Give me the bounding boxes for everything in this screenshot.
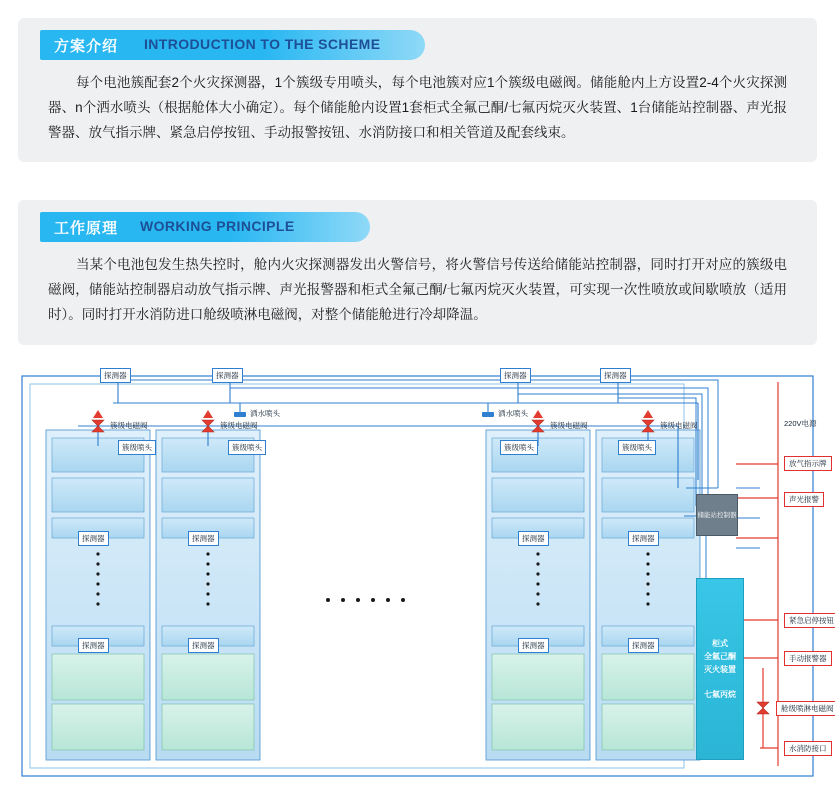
label-cluster-valve-3: 簇级电磁阀 xyxy=(550,421,588,430)
controller-label: 储能站控制器 xyxy=(697,511,737,519)
label-detector-low-4: 探测器 xyxy=(628,638,659,653)
label-detector-mid-2: 探测器 xyxy=(188,531,219,546)
section-title-cn: 工作原理 xyxy=(54,220,119,237)
label-cluster-valve-2: 簇级电磁阀 xyxy=(220,421,258,430)
tank-line-5: 七氟丙烷 xyxy=(704,690,736,699)
label-cluster-nozzle-1: 簇级喷头 xyxy=(118,440,156,455)
label-detector-low-2: 探测器 xyxy=(188,638,219,653)
section-header-working-principle xyxy=(40,212,370,242)
label-cluster-nozzle-2: 簇级喷头 xyxy=(228,440,266,455)
label-cluster-nozzle-4: 簇级喷头 xyxy=(618,440,656,455)
section-paragraph: 每个电池簇配套2个火灾探测器，1个簇级专用喷头，每个电池簇对应1个簇级电磁阀。储能舱内上方设置2-4个火灾探测器、n个洒水喷头（根据舱体大小确定）。每个储能舱内设置1套柜式全氟己酮/七氟丙烷灭火装置、1台储能站控制器、声光报警器、放气指示牌、紧急启停按钮、手动报警按钮、水消防接口和相关管道及配套线束。 xyxy=(48,75,787,140)
label-manual-alarm: 手动报警器 xyxy=(784,651,832,666)
label-sprinkler-1: 洒水喷头 xyxy=(250,409,280,418)
label-sprinkler-2: 洒水喷头 xyxy=(498,409,528,418)
label-detector-top-3: 探测器 xyxy=(500,368,531,383)
section-title-en: WORKING PRINCIPLE xyxy=(140,218,295,234)
label-cluster-valve-4: 簇级电磁阀 xyxy=(660,421,698,430)
tank-line-3: 灭火装置 xyxy=(704,665,736,674)
label-detector-mid-4: 探测器 xyxy=(628,531,659,546)
tank-spacer xyxy=(704,676,736,688)
label-detector-top-2: 探测器 xyxy=(212,368,243,383)
label-audible-visual-alarm: 声光报警 xyxy=(784,492,824,507)
label-detector-mid-1: 探测器 xyxy=(78,531,109,546)
tank-line-1: 柜式 xyxy=(712,639,728,648)
label-water-fire-interface: 水消防接口 xyxy=(784,741,832,756)
label-cabin-spray-solenoid-valve: 舱级喷淋电磁阀 xyxy=(776,701,835,716)
section-title-en: INTRODUCTION TO THE SCHEME xyxy=(144,36,381,52)
system-diagram xyxy=(18,368,834,782)
section-paragraph: 当某个电池包发生热失控时，舱内火灾探测器发出火警信号，将火警信号传送给储能站控制器，同时打开对应的簇级电磁阀，储能站控制器启动放气指示牌、声光报警器和柜式全氟己酮/七氟丙烷灭火装置，可实现一次性喷放或间歇喷放（适用时）。同时打开水消防进口舱级喷淋电磁阀，对整个储能舱进行冷却降温。 xyxy=(48,257,787,322)
label-cluster-valve-1: 簇级电磁阀 xyxy=(110,421,148,430)
tank-line-2: 全氟己酮 xyxy=(704,652,736,661)
extinguishing-tank xyxy=(696,578,744,760)
section-header-introduction xyxy=(40,30,425,60)
label-power-220v: 220V电源 xyxy=(784,419,817,428)
label-detector-low-1: 探测器 xyxy=(78,638,109,653)
section-introduction xyxy=(18,18,817,162)
label-detector-low-3: 探测器 xyxy=(518,638,549,653)
label-detector-mid-3: 探测器 xyxy=(518,531,549,546)
label-gas-release-sign: 放气指示牌 xyxy=(784,456,832,471)
section-working-principle xyxy=(18,200,817,345)
label-detector-top-1: 探测器 xyxy=(100,368,131,383)
label-emergency-start-stop-button: 紧急启停按钮 xyxy=(784,613,835,628)
controller-box xyxy=(696,494,738,536)
section-title-cn: 方案介绍 xyxy=(54,38,119,55)
label-cluster-nozzle-3: 簇级喷头 xyxy=(500,440,538,455)
label-detector-top-4: 探测器 xyxy=(600,368,631,383)
